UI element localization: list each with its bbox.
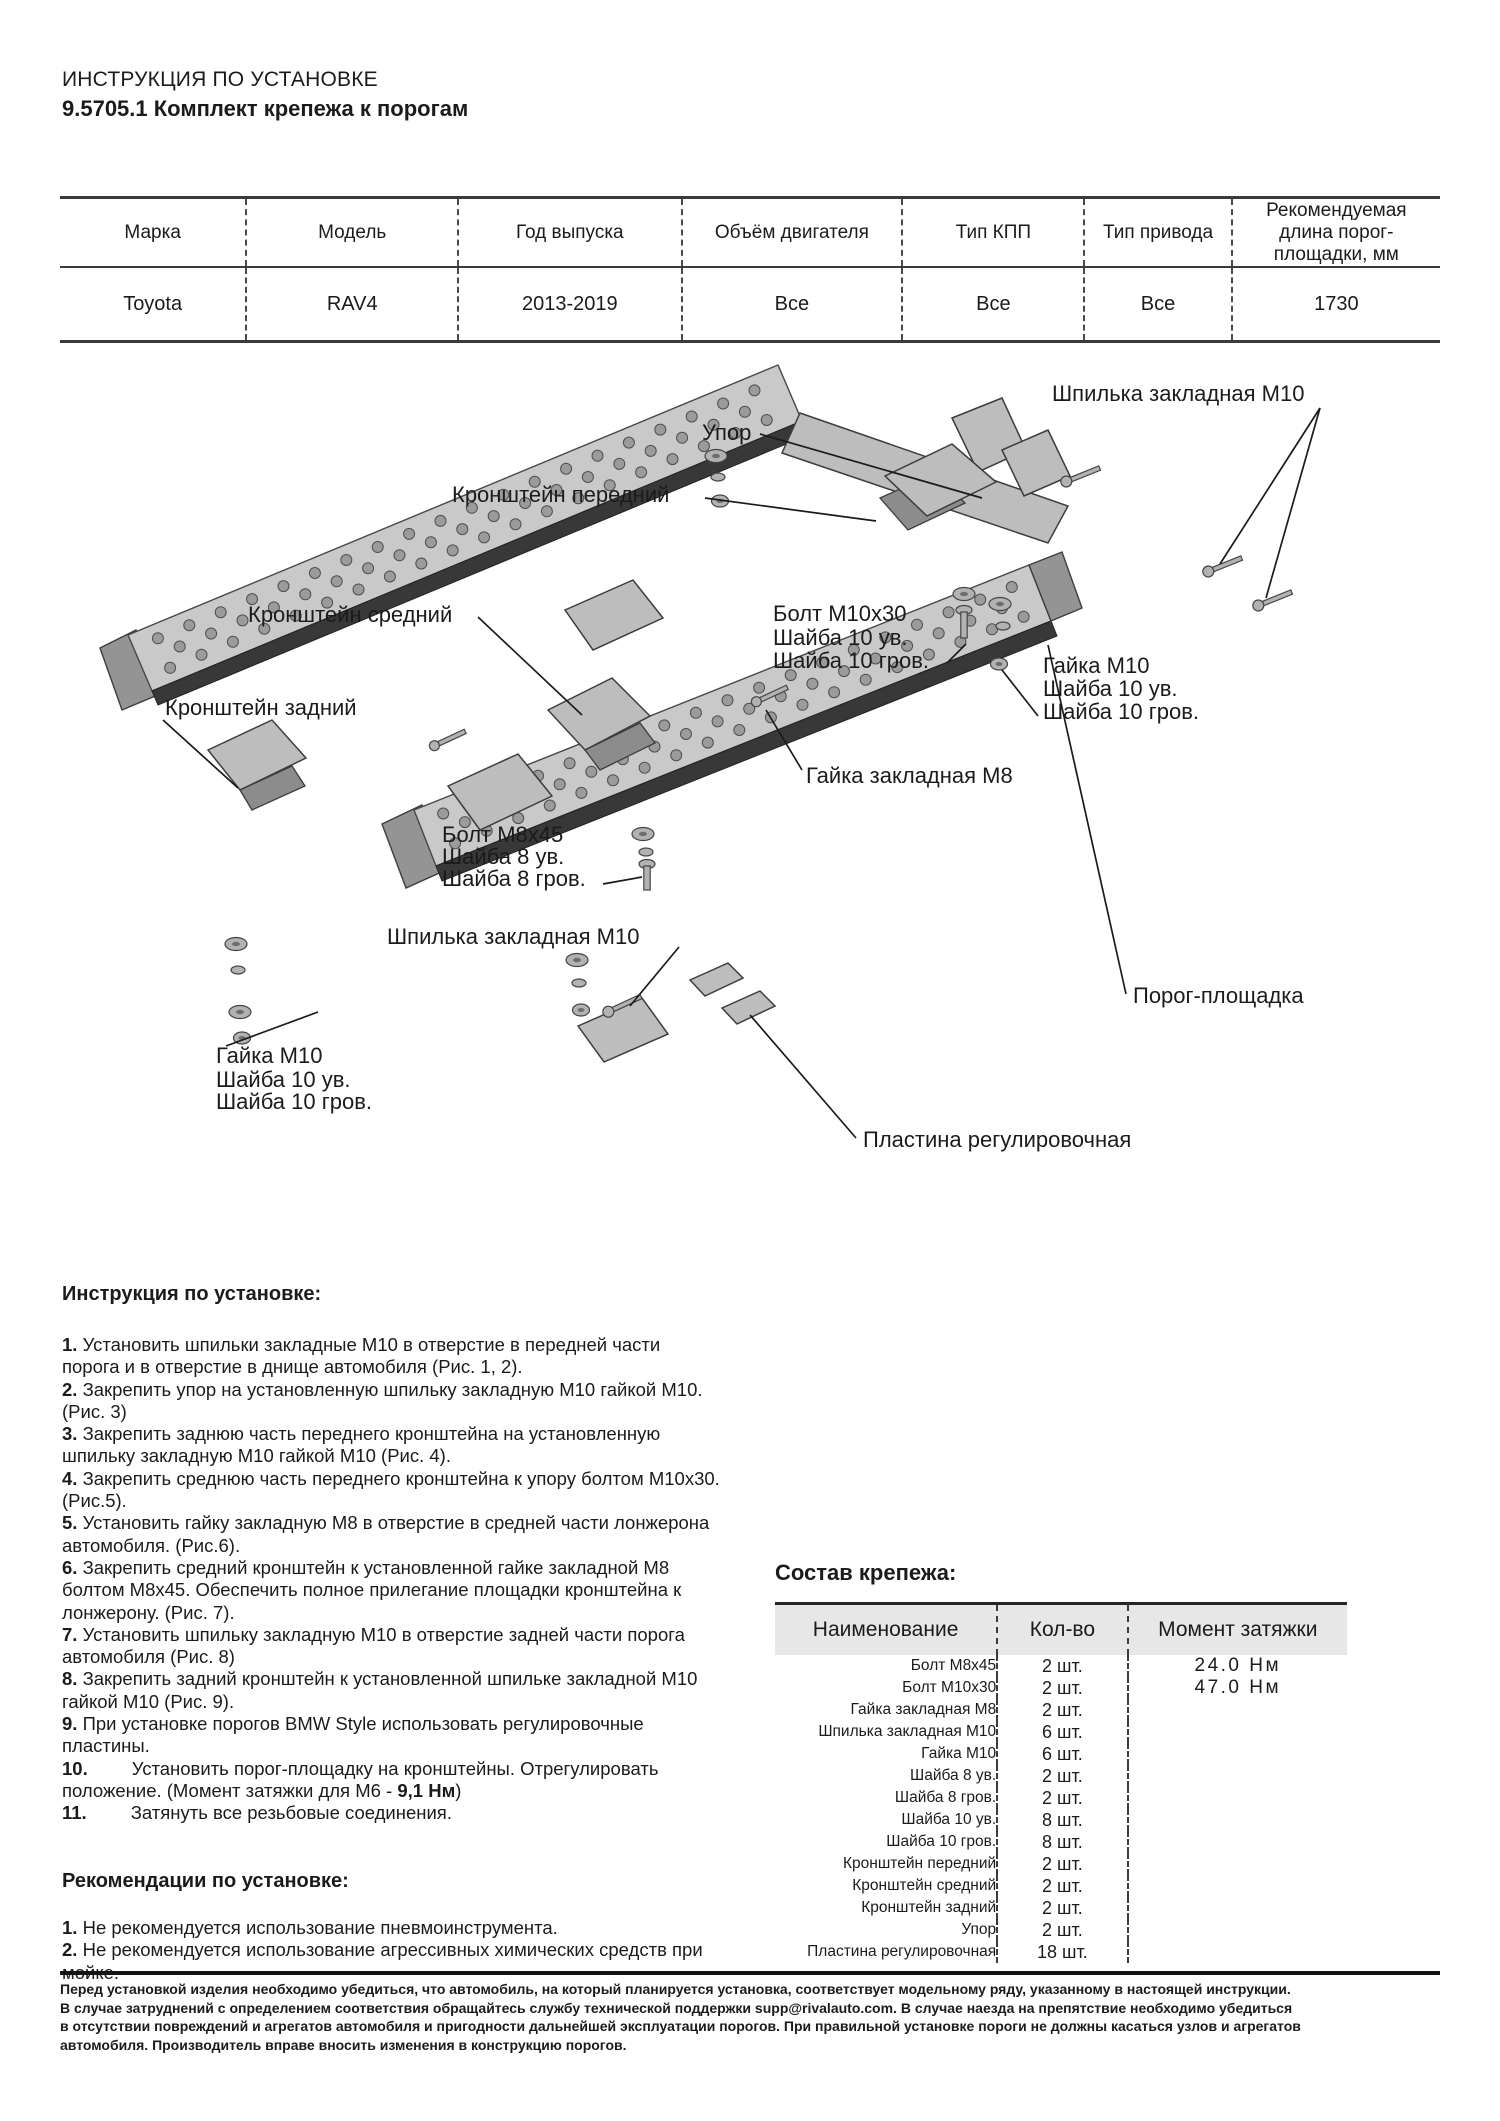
installation-recommendations (62, 1870, 722, 1984)
numbered-item: 2. Не рекомендуется использование агрессивных химических средств при мойке. (62, 1939, 703, 1983)
parts-col-name: Наименование (775, 1604, 997, 1656)
part-name: Болт М8х45 (910, 1657, 997, 1674)
label-bolt-m10-2: Шайба 10 ув. (773, 625, 908, 650)
tread-dot (394, 550, 405, 561)
label-nut-m10-right-2: Шайба 10 ув. (1043, 676, 1178, 701)
label-nut-m8: Гайка закладная М8 (806, 763, 1013, 788)
tread-dot (749, 385, 760, 396)
part-name: Шайба 10 ув. (901, 1811, 997, 1828)
part-qty: 6 шт. (997, 1743, 1127, 1765)
parts-row (775, 1941, 1347, 1963)
fitment-col-gearbox: Тип КПП (902, 198, 1084, 268)
part-torque (1128, 1699, 1347, 1721)
tread-dot (544, 800, 555, 811)
footer-line: В случае затруднений с определением соответствия обращайтесь службу технической поддержки supp@rivalauto.com. В случае наезда на препятствие необходимо убедиться (60, 1999, 1293, 2016)
fitment-engine: Все (682, 267, 903, 342)
fitment-col-year: Год выпуска (458, 198, 681, 268)
part-torque (1128, 1897, 1347, 1919)
part-qty: 2 шт. (997, 1699, 1127, 1721)
part-torque (1128, 1765, 1347, 1787)
part-qty: 2 шт. (997, 1919, 1127, 1941)
tread-dot (718, 398, 729, 409)
label-nut-m10-left-2: Шайба 10 ув. (216, 1067, 351, 1092)
part-torque (1128, 1743, 1347, 1765)
washer-stack (566, 954, 590, 1017)
fitment-header-row (60, 198, 1440, 268)
tread-dot (425, 537, 436, 548)
tread-dot (363, 563, 374, 574)
numbered-item: 9. При установке порогов BMW Style использовать регулировочные пластины. (62, 1713, 644, 1757)
label-nut-m10-left-3: Шайба 10 гров. (216, 1089, 373, 1114)
tread-dot (438, 808, 449, 819)
label-bolt-m10-1: Болт М10х30 (773, 601, 907, 626)
instructions-list (62, 1334, 722, 1825)
diagram-labels (165, 381, 1304, 1152)
tread-dot (174, 641, 185, 652)
tread-dot (372, 542, 383, 553)
tread-dot (331, 576, 342, 587)
footer-note (60, 1971, 1440, 2054)
tread-dot (702, 737, 713, 748)
numbered-item: 11. Затянуть все резьбовые соединения. (62, 1802, 452, 1824)
parts-row (775, 1765, 1347, 1787)
part-torque (1128, 1919, 1347, 1941)
tread-dot (416, 558, 427, 569)
tread-dot (655, 424, 666, 435)
part-qty: 2 шт. (997, 1655, 1127, 1677)
tread-dot (943, 607, 954, 618)
numbered-item: 4. Закрепить среднюю часть переднего кронштейна к упору болтом М10х30. (Рис.5). (62, 1467, 720, 1512)
tread-dot (623, 437, 634, 448)
part-torque (1128, 1721, 1347, 1743)
part-torque (1128, 1831, 1347, 1853)
board2-middle-bracket (565, 580, 663, 650)
tread-dot (586, 766, 597, 777)
tread-dot (645, 445, 656, 456)
label-nut-m10-left-1: Гайка М10 (216, 1043, 323, 1068)
part-name: Кронштейн задний (861, 1899, 997, 1916)
tread-dot (639, 762, 650, 773)
numbered-item: 5. Установить гайку закладную М8 в отверстие в средней части лонжерона автомобиля. (Рис.6). (62, 1512, 710, 1556)
tread-dot (860, 674, 871, 685)
adjustment-plate-2 (722, 991, 775, 1024)
tread-dot (554, 779, 565, 790)
parts-row (775, 1721, 1347, 1743)
label-bolt-m8-3: Шайба 8 гров. (442, 866, 586, 891)
tread-dot (541, 506, 552, 517)
tread-dot (659, 720, 670, 731)
tread-dot (576, 787, 587, 798)
label-stud-bottom: Шпилька закладная М10 (387, 924, 640, 949)
tread-dot (206, 628, 217, 639)
label-bolt-m8-1: Болт М8х45 (442, 822, 564, 847)
nut-m10-left-stack (225, 938, 251, 1045)
stud-m10 (428, 727, 468, 753)
document-subtitle: 9.5705.1 Комплект крепежа к порогам (62, 96, 469, 121)
document-header (62, 68, 468, 122)
tread-dot (227, 636, 238, 647)
fitment-drive: Все (1084, 267, 1231, 342)
tread-dot (667, 454, 678, 465)
label-stud-top: Шпилька закладная М10 (1052, 381, 1305, 406)
numbered-item: 3. Закрепить заднюю часть переднего кронштейна на установленную шпильку закладную М10 гайкой М10 (Рис. 4). (62, 1423, 661, 1467)
parts-row (775, 1699, 1347, 1721)
document-title: ИНСТРУКЦИЯ ПО УСТАНОВКЕ (62, 68, 378, 91)
part-torque (1128, 1809, 1347, 1831)
label-nut-m10-right-1: Гайка М10 (1043, 653, 1150, 678)
parts-header-row (775, 1604, 1347, 1656)
tread-dot (912, 619, 923, 630)
tread-dot (671, 750, 682, 761)
tread-dot (457, 524, 468, 535)
parts-row (775, 1853, 1347, 1875)
label-board: Порог-площадка (1133, 983, 1304, 1008)
tread-dot (797, 699, 808, 710)
parts-row (775, 1875, 1347, 1897)
tread-dot (215, 607, 226, 618)
part-name: Шайба 10 гров. (886, 1833, 997, 1850)
tread-dot (309, 568, 320, 579)
tread-dot (488, 511, 499, 522)
label-nut-m10-right-3: Шайба 10 гров. (1043, 699, 1200, 724)
footer-line: автомобиля. Производитель вправе вносить изменения в конструкцию порогов. (60, 2036, 627, 2053)
tread-dot (933, 628, 944, 639)
stud-m10 (1251, 587, 1294, 613)
parts-col-qty: Кол-во (997, 1604, 1127, 1656)
part-name: Гайка закладная М8 (850, 1701, 997, 1718)
fitment-data-row (60, 267, 1440, 342)
tread-dot (582, 472, 593, 483)
tread-dot (636, 467, 647, 478)
part-qty: 2 шт. (997, 1853, 1127, 1875)
part-torque (1128, 1875, 1347, 1897)
tread-dot (677, 432, 688, 443)
stud-m10 (1201, 553, 1244, 579)
part-name: Болт М10х30 (902, 1679, 997, 1696)
part-torque: 24.0 Нм (1128, 1655, 1347, 1677)
tread-dot (196, 649, 207, 660)
parts-row (775, 1743, 1347, 1765)
fitment-length: 1730 (1232, 267, 1440, 342)
part-name: Гайка М10 (921, 1745, 997, 1762)
numbered-item: 1. Установить шпильки закладные М10 в отверстие в передней части порога и в отверстие в днище автомобиля (Рис. 1, 2). (62, 1334, 661, 1378)
tread-dot (564, 758, 575, 769)
tread-dot (404, 528, 415, 539)
part-qty: 2 шт. (997, 1875, 1127, 1897)
tread-dot (353, 584, 364, 595)
label-bracket-middle: Кронштейн средний (248, 602, 453, 627)
numbered-item: 8. Закрепить задний кронштейн к установленной шпильке закладной М10 гайкой М10 (Рис. 9). (62, 1668, 698, 1712)
footer-line: Перед установкой изделия необходимо убедиться, что автомобиль, на который планируется установка, соответствует модельному ряду, указанному в настоящей инструкции. (60, 1981, 1291, 1997)
parts-row (775, 1655, 1347, 1677)
tread-dot (739, 406, 750, 417)
tread-dot (237, 615, 248, 626)
label-upor: Упор (702, 420, 752, 445)
fitment-col-engine: Объём двигателя (682, 198, 903, 268)
tread-dot (712, 716, 723, 727)
tread-dot (384, 571, 395, 582)
tread-dot (722, 695, 733, 706)
tread-dot (592, 450, 603, 461)
parts-row (775, 1787, 1347, 1809)
parts-table (775, 1602, 1347, 1963)
tread-dot (829, 687, 840, 698)
tread-dot (561, 463, 572, 474)
tread-dot (278, 581, 289, 592)
label-bracket-front: Кронштейн передний (452, 482, 670, 507)
part-qty: 2 шт. (997, 1897, 1127, 1919)
fitment-brand: Toyota (123, 292, 183, 315)
part-name: Упор (961, 1921, 997, 1938)
tread-dot (435, 515, 446, 526)
tread-dot (184, 620, 195, 631)
tread-dot (807, 678, 818, 689)
part-qty: 8 шт. (997, 1809, 1127, 1831)
parts-row (775, 1809, 1347, 1831)
tread-dot (754, 682, 765, 693)
tread-dot (608, 775, 619, 786)
part-name: Шайба 8 гров. (894, 1789, 997, 1806)
fitment-col-length: Рекомендуемая длина порог-площадки, мм (1232, 198, 1440, 268)
tread-dot (1006, 582, 1017, 593)
parts-row (775, 1677, 1347, 1699)
part-qty: 2 шт. (997, 1787, 1127, 1809)
numbered-item: 2. Закрепить упор на установленную шпильку закладную М10 гайкой М10. (Рис. 3) (62, 1378, 703, 1422)
running-board-1 (100, 365, 808, 710)
part-torque (1128, 1941, 1347, 1963)
tread-dot (1018, 611, 1029, 622)
tread-dot (686, 411, 697, 422)
label-plate: Пластина регулировочная (863, 1127, 1132, 1152)
part-qty: 6 шт. (997, 1721, 1127, 1743)
part-name: Шайба 8 ув. (910, 1767, 997, 1784)
numbered-item: 1. Не рекомендуется использование пневмоинструмента. (62, 1917, 558, 1938)
leader-lines (163, 408, 1320, 1138)
footer-line: в отсутствии повреждений и агрегатов автомобиля и пригодности дальнейшей эксплуатации порогов. При правильной установке пороги не должны касаться узлов и агрегатов (60, 2018, 1301, 2034)
parts-row (775, 1919, 1347, 1941)
bolt-m8-cluster (632, 828, 655, 891)
fitment-table (60, 196, 1440, 343)
instructions-title: Инструкция по установке: (62, 1283, 322, 1305)
part-qty: 8 шт. (997, 1831, 1127, 1853)
tread-dot (761, 415, 772, 426)
tread-dot (341, 555, 352, 566)
numbered-item: 7. Установить шпильку закладную М10 в отверстие задней части порога автомобиля (Рис. 8) (62, 1623, 685, 1668)
installation-instructions (62, 1283, 722, 1825)
tread-dot (479, 532, 490, 543)
fitment-col-brand: Марка (124, 221, 181, 243)
part-name: Пластина регулировочная (807, 1943, 997, 1960)
fitment-year: 2013-2019 (458, 267, 681, 342)
tread-dot (614, 458, 625, 469)
label-bolt-m8-2: Шайба 8 ув. (442, 844, 565, 869)
part-name: Кронштейн передний (843, 1855, 997, 1872)
parts-col-torque: Момент затяжки (1128, 1604, 1347, 1656)
numbered-item: 10. Установить порог-площадку на кронштейны. Отрегулировать положение. (Момент затяжки для М6 - 9,1 Нм) (62, 1757, 659, 1801)
tread-dot (165, 662, 176, 673)
fitment-col-model: Модель (246, 198, 458, 268)
part-torque (1128, 1853, 1347, 1875)
label-bolt-m10-3: Шайба 10 гров. (773, 648, 930, 673)
tread-dot (975, 594, 986, 605)
numbered-item: 6. Закрепить средний кронштейн к установленной гайке закладной М8 болтом М8х45. Обеспечить полное прилегание площадки кронштейна к лонжерону. (Рис. 7). (62, 1556, 682, 1623)
part-qty: 2 шт. (997, 1677, 1127, 1699)
part-name: Кронштейн средний (852, 1877, 997, 1894)
part-torque: 47.0 Нм (1128, 1677, 1347, 1699)
parts-title: Состав крепежа: (775, 1560, 957, 1585)
assembly-diagram (0, 358, 1500, 1188)
parts-row (775, 1897, 1347, 1919)
tread-dot (300, 589, 311, 600)
tread-dot (690, 707, 701, 718)
parts-section (775, 1560, 1350, 1963)
tread-dot (681, 729, 692, 740)
part-qty: 18 шт. (997, 1941, 1127, 1963)
recommendations-title: Рекомендации по установке: (62, 1870, 349, 1892)
label-bracket-rear: Кронштейн задний (165, 695, 357, 720)
parts-row (775, 1831, 1347, 1853)
tread-dot (152, 633, 163, 644)
tread-dot (734, 725, 745, 736)
tread-dot (447, 545, 458, 556)
tread-dot (510, 519, 521, 530)
fitment-gearbox: Все (902, 267, 1084, 342)
fitment-model: RAV4 (246, 267, 458, 342)
adjustment-plate-1 (690, 963, 743, 996)
parts-table-body (775, 1655, 1347, 1963)
part-name: Шпилька закладная М10 (818, 1723, 997, 1740)
part-qty: 2 шт. (997, 1765, 1127, 1787)
part-torque (1128, 1787, 1347, 1809)
fitment-col-drive: Тип привода (1084, 198, 1231, 268)
